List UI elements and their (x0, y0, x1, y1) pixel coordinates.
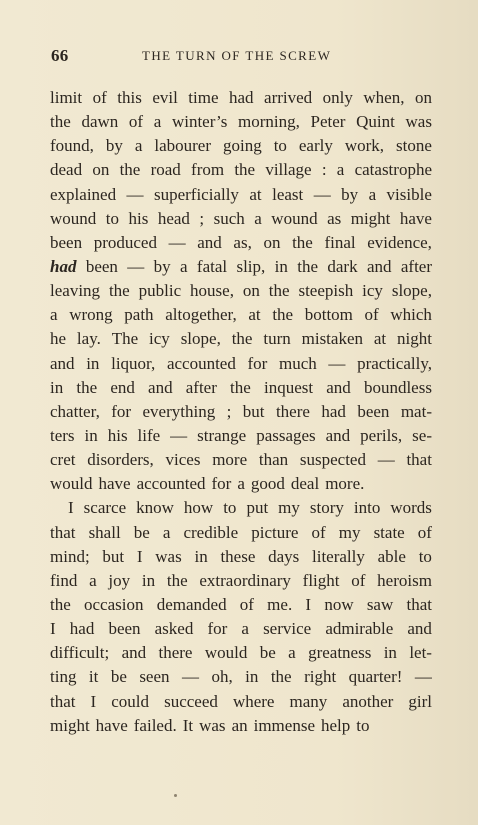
word: me. (267, 594, 293, 614)
word: evidence, (367, 232, 432, 252)
word: icy (362, 281, 383, 301)
word: head (157, 208, 190, 228)
running-head: THE TURN OF THE SCREW (142, 48, 332, 63)
word: story (309, 498, 344, 518)
word: that (50, 691, 76, 711)
word: and (197, 232, 222, 252)
word: literally (312, 546, 365, 566)
word: the (76, 377, 98, 397)
word: passages (256, 425, 316, 445)
word: my (278, 498, 300, 518)
word: he (50, 329, 67, 349)
word: : (321, 160, 327, 180)
word: wound (50, 208, 97, 228)
word: state (373, 522, 405, 542)
word: at (248, 305, 261, 325)
word: slope, (180, 329, 221, 349)
word: another (342, 691, 394, 711)
word: ters (50, 425, 75, 445)
word: night (397, 329, 432, 349)
word: — (170, 425, 188, 445)
word: — (126, 184, 144, 204)
word: superficially (153, 184, 239, 204)
word: — (127, 256, 145, 276)
text-line (50, 617, 432, 641)
word: cret (50, 450, 76, 470)
word: it (88, 667, 99, 687)
word: final (324, 232, 356, 252)
word: a (50, 305, 58, 325)
word: to (105, 208, 119, 228)
word: ; (199, 208, 205, 228)
word: there (275, 401, 310, 421)
word: such (213, 208, 245, 228)
text-line (50, 110, 432, 134)
word: was (405, 112, 432, 132)
word: had (69, 619, 95, 639)
word: boundless (363, 377, 432, 397)
word: It (182, 715, 194, 735)
word: in (141, 570, 156, 590)
word: more (212, 450, 248, 470)
word: of (239, 594, 254, 614)
word: for (211, 474, 232, 494)
word: of (351, 570, 366, 590)
word: when, (363, 88, 405, 107)
word: failed. (133, 715, 177, 735)
word: a (336, 160, 345, 180)
word: inquest (263, 377, 314, 397)
word: shall (88, 522, 121, 542)
word: been (357, 401, 390, 421)
word: this (117, 88, 142, 107)
word: and (50, 353, 75, 373)
word: words (390, 498, 432, 518)
word: would (204, 643, 248, 663)
word: disorders, (87, 450, 154, 470)
word: to (418, 546, 432, 566)
text-line (50, 593, 432, 617)
word: morning, (238, 112, 300, 132)
word: least (272, 184, 304, 204)
word: had (229, 88, 254, 107)
word: let- (409, 643, 432, 663)
text-line (50, 376, 432, 400)
page-speck (174, 794, 177, 797)
word: there (158, 643, 193, 663)
word: where (232, 691, 275, 711)
word: of (92, 88, 107, 107)
word: the (231, 329, 253, 349)
word: the (50, 112, 71, 132)
word: produced (93, 232, 157, 252)
word: might (350, 208, 391, 228)
word: after (185, 377, 217, 397)
text-line (50, 279, 432, 303)
word: extraordinary (199, 570, 291, 590)
word: of (311, 522, 326, 542)
word: a (288, 643, 296, 663)
word: liquor, (111, 353, 156, 373)
word: lay. (76, 329, 101, 349)
word: by (153, 256, 171, 276)
word: the (230, 377, 251, 397)
word: perils, (360, 425, 403, 445)
word: the (166, 570, 188, 590)
word: could (111, 691, 150, 711)
word: which (390, 305, 432, 325)
word: succeed (164, 691, 218, 711)
text-line (50, 327, 432, 351)
word: be (110, 667, 127, 687)
word: dark (327, 256, 358, 276)
word: that (406, 450, 432, 470)
text-line (50, 665, 432, 689)
word: be (133, 522, 150, 542)
word: be (259, 643, 276, 663)
word: village (265, 160, 312, 180)
word: altogether, (165, 305, 237, 325)
text-line (50, 134, 432, 158)
text-line (50, 521, 432, 545)
word: suspected (299, 450, 366, 470)
word: mat- (400, 401, 432, 421)
word: the (108, 281, 130, 301)
word: ; (226, 401, 232, 421)
word: a (254, 208, 262, 228)
word: vices (165, 450, 201, 470)
word: quarter! (348, 667, 403, 687)
word: my (338, 522, 361, 542)
word: I (305, 594, 312, 614)
word: in (84, 425, 98, 445)
word: end (110, 377, 135, 397)
word: road (150, 160, 181, 180)
word: heroism (377, 570, 432, 590)
word: more. (325, 474, 365, 494)
word: find (50, 570, 78, 590)
word: have (98, 474, 131, 494)
word: winter’s (171, 112, 228, 132)
word: know (136, 498, 174, 518)
word: — (414, 667, 432, 687)
word: asked (154, 619, 194, 639)
word: the (270, 667, 292, 687)
word: and (407, 619, 432, 639)
word: house, (190, 281, 234, 301)
word: for (207, 619, 228, 639)
word: and (326, 377, 351, 397)
word: help (321, 715, 351, 735)
word: and (148, 377, 173, 397)
word: joy (108, 570, 131, 590)
word: I (136, 546, 143, 566)
word: at (249, 184, 262, 204)
word: from (191, 160, 225, 180)
word: a (180, 256, 188, 276)
word: the (50, 594, 71, 614)
word: catastrophe (354, 160, 432, 180)
word: flight (302, 570, 340, 590)
word: now (324, 594, 354, 614)
word: on (263, 232, 281, 252)
word: oh, (211, 667, 233, 687)
word: se- (412, 425, 432, 445)
word: the (268, 281, 290, 301)
word: dead (50, 160, 83, 180)
word: to (273, 136, 287, 156)
word: these (220, 546, 256, 566)
word: immense (253, 715, 315, 735)
page-header (0, 40, 478, 70)
word: been (85, 256, 118, 276)
word: right (304, 667, 337, 687)
word: and (325, 425, 351, 445)
text-line (50, 641, 432, 665)
word: for (247, 353, 268, 373)
word: how (183, 498, 214, 518)
word: Peter (310, 112, 346, 132)
word: I (50, 619, 56, 639)
word: chatter, (50, 401, 100, 421)
body-text (50, 86, 432, 738)
word: have (95, 715, 128, 735)
word: The (111, 329, 139, 349)
word: in (50, 377, 64, 397)
word: Quint (356, 112, 395, 132)
word: wound (271, 208, 318, 228)
word: to (223, 498, 237, 518)
word: an (231, 715, 248, 735)
word: had (321, 401, 346, 421)
text-line (50, 255, 432, 279)
word: demanded (156, 594, 227, 614)
word: bottom (304, 305, 353, 325)
word: time (188, 88, 219, 107)
word: in (383, 643, 397, 663)
text-line (50, 569, 432, 593)
word: limit (50, 88, 83, 107)
word: by (341, 184, 359, 204)
word: a (153, 112, 162, 132)
word: a (89, 570, 97, 590)
text-line (50, 545, 432, 569)
word: been (50, 232, 83, 252)
word: been (108, 619, 141, 639)
word: but (242, 401, 265, 421)
text-line (50, 183, 432, 207)
word: wrong (69, 305, 113, 325)
word: deal (290, 474, 320, 494)
word: picture (251, 522, 299, 542)
word: days (268, 546, 300, 566)
word: that (406, 594, 432, 614)
word: — (328, 353, 346, 373)
word: — (377, 450, 395, 470)
word: his (128, 208, 149, 228)
word: everything (142, 401, 216, 421)
word: — (181, 667, 199, 687)
word: was (155, 546, 182, 566)
word: the (272, 305, 294, 325)
word: early (298, 136, 333, 156)
word: saw (366, 594, 394, 614)
text-line (50, 207, 432, 231)
word: girl (408, 691, 432, 711)
word: in (245, 667, 259, 687)
text-line (50, 472, 432, 496)
word: a (368, 184, 377, 204)
word: on (414, 88, 432, 107)
word: the (119, 160, 141, 180)
text-line (50, 352, 432, 376)
word: occasion (84, 594, 144, 614)
text-line (50, 303, 432, 327)
word: mistaken (301, 329, 364, 349)
word: and (121, 643, 147, 663)
word: a (162, 522, 171, 542)
word: than (258, 450, 289, 470)
word: but (102, 546, 125, 566)
word: icy (149, 329, 170, 349)
word: stone (396, 136, 432, 156)
word: path (124, 305, 154, 325)
word: and (366, 256, 392, 276)
word: arrived (264, 88, 313, 107)
word: in (194, 546, 208, 566)
word: of (128, 112, 144, 132)
word: a (241, 619, 249, 639)
paragraph-1 (50, 86, 432, 496)
word: explained (50, 184, 117, 204)
word: work, (344, 136, 385, 156)
word: seen (139, 667, 170, 687)
word: able (377, 546, 406, 566)
word: found, (50, 136, 94, 156)
word: public (138, 281, 182, 301)
text-line (50, 86, 432, 110)
word: after (400, 256, 432, 276)
word: on (92, 160, 110, 180)
word: labourer (154, 136, 212, 156)
word: to (356, 715, 370, 735)
word: I (68, 498, 74, 518)
word: of (364, 305, 379, 325)
word: life (137, 425, 161, 445)
word: leaving (50, 281, 101, 301)
word: admirable (325, 619, 394, 639)
text-line (50, 231, 432, 255)
word: that (50, 522, 76, 542)
word: steepish (298, 281, 354, 301)
word: — (313, 184, 331, 204)
word: for (111, 401, 132, 421)
word: slope, (391, 281, 432, 301)
word: service (263, 619, 312, 639)
word: only (322, 88, 353, 107)
word: accounted (136, 474, 206, 494)
text-line (50, 400, 432, 424)
text-line (50, 448, 432, 472)
word: — (168, 232, 186, 252)
word: a (134, 136, 143, 156)
word: put (246, 498, 269, 518)
word: much (278, 353, 317, 373)
word: turn (263, 329, 291, 349)
word: at (373, 329, 387, 349)
word: dawn (81, 112, 119, 132)
word: as (327, 208, 342, 228)
word: as, (233, 232, 252, 252)
word: have (399, 208, 432, 228)
word: scarce (83, 498, 127, 518)
word: into (353, 498, 381, 518)
text-line (50, 158, 432, 182)
word: strange (197, 425, 247, 445)
word: difficult; (50, 643, 110, 663)
text-line (50, 496, 432, 520)
word: evil (152, 88, 178, 107)
word: credible (183, 522, 239, 542)
word: good (250, 474, 285, 494)
word: going (222, 136, 262, 156)
word: fatal (196, 256, 228, 276)
word: the (297, 256, 319, 276)
word: had (50, 256, 77, 276)
word: his (107, 425, 128, 445)
word: I (90, 691, 97, 711)
paragraph-2 (50, 496, 432, 737)
word: was (199, 715, 226, 735)
word: might (50, 715, 90, 735)
word: would (50, 474, 93, 494)
text-line (50, 424, 432, 448)
word: in (86, 353, 100, 373)
word: the (292, 232, 313, 252)
word: greatness (308, 643, 372, 663)
word: accounted (166, 353, 236, 373)
word: in (274, 256, 288, 276)
word: mind; (50, 546, 90, 566)
word: slip, (236, 256, 266, 276)
text-line (50, 690, 432, 714)
word: visible (386, 184, 432, 204)
text-line (50, 714, 432, 738)
word: ting (50, 667, 77, 687)
word: the (234, 160, 256, 180)
word: by (105, 136, 123, 156)
word: on (242, 281, 260, 301)
word: practically, (357, 353, 432, 373)
word: many (289, 691, 328, 711)
word: of (417, 522, 432, 542)
word: a (237, 474, 245, 494)
page-number: 66 (51, 46, 69, 65)
